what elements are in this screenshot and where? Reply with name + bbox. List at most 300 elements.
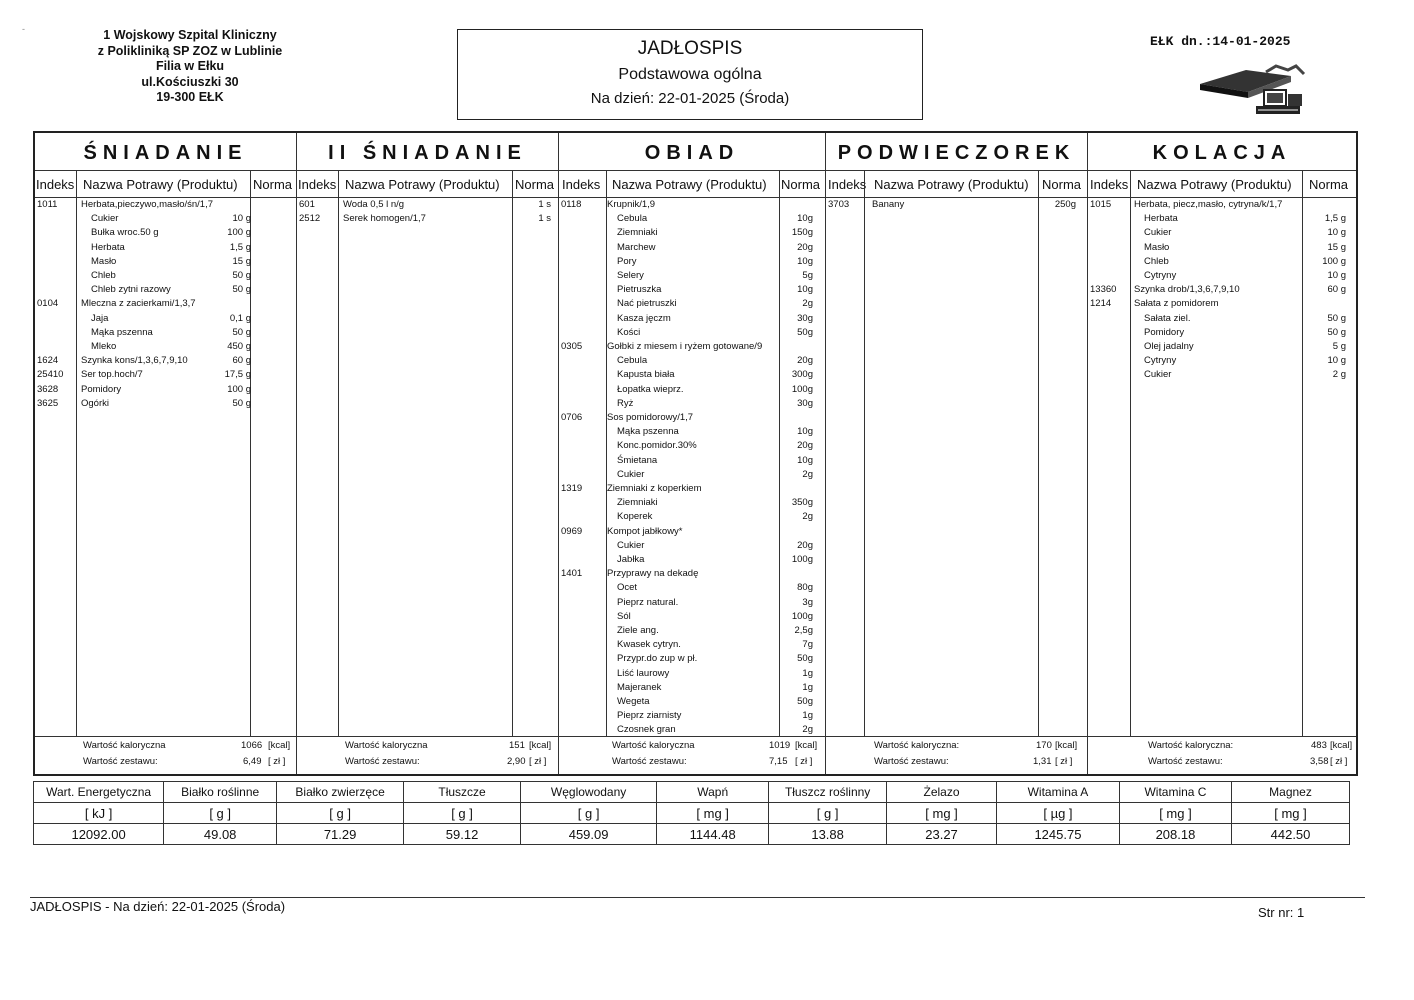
item-norm: 1g (802, 667, 813, 679)
meal-column-podwieczorek (826, 133, 1088, 774)
column-header (826, 171, 1087, 198)
cost-label: Wartość zestawu: (83, 756, 158, 767)
cost-label: Wartość zestawu: (612, 756, 687, 767)
dish-row (559, 483, 825, 497)
item-name: Herbata (1144, 213, 1178, 225)
meal-title: II ŚNIADANIE (297, 133, 558, 171)
item-norm: 50 g (1327, 312, 1346, 324)
item-norm: 15 g (232, 255, 251, 267)
ingredient-row (559, 639, 825, 653)
ingredient-row (35, 327, 296, 341)
item-name: Pomidory (81, 383, 122, 395)
item-name: Chleb (91, 270, 116, 281)
ingredient-row (559, 597, 825, 611)
ingredient-row (559, 611, 825, 625)
nutrition-name: Żelazo (887, 782, 997, 803)
nutrition-table (33, 781, 1350, 845)
kcal-unit: [kcal] (529, 740, 552, 751)
item-name: Woda 0,5 l n/g (343, 199, 405, 210)
ingredient-row (559, 227, 825, 241)
item-norm: 450 g (227, 341, 251, 352)
ingredient-row (559, 242, 825, 256)
ingredient-row (559, 440, 825, 454)
item-name: Serek homogen/1,7 (343, 213, 426, 225)
ingredient-row (559, 696, 825, 710)
cost-value: 3,58 (1310, 756, 1329, 767)
ingredient-row (1088, 327, 1356, 341)
item-norm: 2 g (1332, 369, 1346, 381)
item-norm: 350g (791, 497, 813, 509)
ingredient-row (559, 625, 825, 639)
item-norm: 250g (1054, 199, 1076, 210)
dish-row (559, 568, 825, 582)
item-norm: 10g (797, 213, 813, 225)
item-name: Masło (91, 255, 117, 267)
nutrition-value: 1144.48 (657, 824, 769, 845)
item-name: Herbata,pieczywo,masło/śn/1,7 (81, 199, 214, 210)
nutrition-name: Węglowodany (521, 782, 657, 803)
cost-unit: [ zł ] (795, 756, 813, 767)
item-norm: 2g (802, 298, 813, 310)
item-norm: 100 g (227, 227, 251, 239)
item-norm: 60 g (232, 355, 251, 367)
cost-unit: [ zł ] (1055, 756, 1073, 767)
item-norm: 60 g (1327, 284, 1346, 296)
item-norm: 30g (797, 312, 813, 324)
kcal-label: Wartość kaloryczna (345, 740, 428, 751)
nutrition-unit: [ g ] (164, 803, 277, 824)
dish-row (559, 199, 825, 213)
item-name: Przypr.do zup w pł. (617, 653, 698, 665)
ingredient-row (559, 284, 825, 298)
header-name: Nazwa Potrawy (Produktu) (874, 177, 1029, 192)
header-index: Indeks (298, 177, 337, 192)
item-norm: 50g (797, 653, 813, 665)
ingredient-row (559, 540, 825, 554)
footer-title: JADŁOSPIS - Na dzień: 22-01-2025 (Środa) (30, 899, 286, 914)
nutrition-value: 459.09 (521, 824, 657, 845)
item-name: Krupnik/1,9 (607, 199, 656, 210)
ingredient-row (1088, 341, 1356, 355)
item-name: Pieprz natural. (617, 596, 679, 608)
nutrition-unit: [ kJ ] (34, 803, 164, 824)
item-name: Cukier (1144, 369, 1172, 381)
kcal-unit: [kcal] (268, 740, 291, 751)
item-name: Mleko (91, 341, 117, 352)
hospital-line: 19-300 EŁK (156, 90, 224, 104)
item-name: Cytryny (1144, 270, 1177, 281)
nutrition-name: Witamina C (1119, 782, 1231, 803)
cost-unit: [ zł ] (1330, 756, 1348, 767)
item-name: Cytryny (1144, 355, 1177, 367)
item-name: Sałata z pomidorem (1134, 298, 1219, 310)
item-index: 3703 (828, 199, 850, 210)
item-norm: 10 g (1327, 355, 1346, 367)
item-name: Cebula (617, 355, 648, 367)
item-index: 3628 (37, 383, 59, 395)
item-norm: 2,5g (794, 625, 813, 636)
meal-title: OBIAD (559, 133, 825, 171)
dish-row (297, 213, 558, 227)
dish-row (35, 199, 296, 213)
footer-divider (30, 897, 1365, 898)
dish-row (559, 526, 825, 540)
item-name: Nać pietruszki (617, 298, 677, 310)
item-norm: 20g (797, 440, 813, 452)
ingredient-row (1088, 355, 1356, 369)
item-name: Jabłka (617, 554, 645, 565)
title-box (457, 29, 923, 120)
item-name: Sól (617, 610, 631, 622)
header-name: Nazwa Potrawy (Produktu) (83, 177, 238, 192)
nutrition-name: Wapń (657, 782, 769, 803)
ingredient-row (1088, 313, 1356, 327)
header-index: Indeks (828, 177, 867, 192)
item-norm: 10 g (232, 213, 251, 225)
column-header (1088, 171, 1356, 198)
item-name: Olej jadalny (1144, 341, 1194, 352)
item-name: Sos pomidorowy/1,7 (607, 412, 694, 423)
ingredient-row (35, 270, 296, 284)
item-norm: 150g (791, 227, 813, 239)
ingredient-row (35, 284, 296, 298)
item-name: Cukier (617, 539, 645, 551)
nutrition-unit: [ g ] (521, 803, 657, 824)
meal-totals (559, 736, 825, 775)
header-name: Nazwa Potrawy (Produktu) (345, 177, 500, 192)
item-name: Mleczna z zacierkami/1,3,7 (81, 298, 196, 310)
header-norm: Norma (781, 177, 821, 192)
ingredient-row (35, 313, 296, 327)
header-name: Nazwa Potrawy (Produktu) (612, 177, 767, 192)
item-name: Cukier (1144, 227, 1172, 239)
item-index: 2512 (299, 213, 321, 225)
print-date: EŁK dn.:14-01-2025 (1150, 34, 1291, 49)
kcal-value: 1066 (241, 740, 263, 751)
item-norm: 3g (802, 596, 813, 608)
nutrition-unit: [ g ] (404, 803, 521, 824)
item-norm: 7g (802, 639, 813, 651)
ingredient-row (559, 469, 825, 483)
header-index: Indeks (562, 177, 601, 192)
meal-title: PODWIECZOREK (826, 133, 1087, 171)
item-norm: 10g (797, 284, 813, 296)
hospital-line: z Polikliniką SP ZOZ w Lublinie (97, 43, 283, 58)
item-norm: 30g (797, 397, 813, 409)
item-norm: 50 g (232, 397, 251, 409)
ingredient-row (559, 554, 825, 568)
item-index: 3625 (37, 397, 59, 409)
item-index: 0104 (37, 298, 59, 310)
item-index: 0118 (561, 199, 582, 210)
nutrition-unit: [ mg ] (657, 803, 769, 824)
dish-row (297, 199, 558, 213)
item-name: Ryż (617, 397, 634, 409)
cost-label: Wartość zestawu: (1148, 756, 1223, 767)
item-name: Wegeta (617, 696, 650, 707)
ingredient-row (35, 341, 296, 355)
nutrition-unit: [ g ] (769, 803, 887, 824)
nutrition-value: 23.27 (887, 824, 997, 845)
item-name: Ocet (617, 582, 638, 594)
ingredient-row (559, 355, 825, 369)
ingredient-row (559, 497, 825, 511)
item-norm: 1g (802, 681, 813, 693)
ingredient-row (1088, 242, 1356, 256)
item-name: Kości (617, 326, 641, 338)
item-norm: 17,5 g (224, 369, 251, 381)
kcal-unit: [kcal] (1055, 740, 1078, 751)
cost-value: 2,90 (507, 756, 526, 767)
item-norm: 100g (791, 554, 813, 565)
meal-totals (297, 736, 558, 775)
item-name: Selery (617, 270, 644, 281)
item-norm: 10g (797, 255, 813, 267)
nutrition-value: 442.50 (1232, 824, 1350, 845)
ingredient-row (559, 398, 825, 412)
ingredient-row (559, 682, 825, 696)
cost-label: Wartość zestawu: (874, 756, 949, 767)
item-name: Cebula (617, 213, 648, 225)
header-norm: Norma (515, 177, 555, 192)
item-index: 1214 (1090, 298, 1112, 310)
header-norm: Norma (1309, 177, 1349, 192)
ingredient-row (35, 227, 296, 241)
meal-column-ii-sniadanie (297, 133, 559, 774)
nutrition-unit: [ mg ] (1119, 803, 1231, 824)
item-name: Kwasek cytryn. (617, 639, 681, 651)
item-name: Kompot jabłkowy* (607, 525, 683, 537)
dish-row (35, 355, 296, 369)
item-name: Pory (617, 255, 637, 267)
ingredient-row (559, 511, 825, 525)
item-norm: 1,5 g (1324, 213, 1346, 225)
item-norm: 10 g (1327, 270, 1346, 281)
ingredient-row (559, 653, 825, 667)
nutrition-name: Tłuszcz roślinny (769, 782, 887, 803)
ingredient-row (559, 455, 825, 469)
hospital-line: ul.Kościuszki 30 (141, 74, 239, 89)
ingredient-row (35, 256, 296, 270)
item-name: Czosnek gran (617, 724, 676, 736)
item-norm: 50 g (232, 270, 251, 281)
item-name: Pietruszka (617, 284, 662, 296)
item-norm: 20g (797, 539, 813, 551)
nutrition-unit: [ g ] (277, 803, 404, 824)
item-name: Chleb zytni razowy (91, 284, 171, 296)
item-norm: 2g (802, 468, 813, 480)
item-name: Śmietana (617, 454, 658, 466)
cost-unit: [ zł ] (529, 756, 547, 767)
ingredient-row (559, 298, 825, 312)
item-norm: 100g (791, 610, 813, 622)
item-norm: 1,5 g (229, 241, 251, 253)
cost-value: 7,15 (769, 756, 788, 767)
ingredient-row (1088, 256, 1356, 270)
item-norm: 15 g (1327, 241, 1346, 253)
kcal-unit: [kcal] (795, 740, 818, 751)
cost-label: Wartość zestawu: (345, 756, 420, 767)
header-name: Nazwa Potrawy (Produktu) (1137, 177, 1292, 192)
meal-title: KOLACJA (1088, 133, 1356, 171)
nutrition-name: Magnez (1232, 782, 1350, 803)
item-name: Ziemniaki z koperkiem (607, 483, 702, 494)
cost-value: 1,31 (1033, 756, 1052, 767)
item-name: Kapusta biała (617, 369, 675, 381)
item-name: Ziemniaki (617, 497, 658, 509)
dish-row (826, 199, 1087, 213)
item-norm: 20g (797, 355, 813, 367)
corner-mark: - (22, 24, 25, 34)
item-index: 1015 (1090, 199, 1112, 210)
ingredient-row (1088, 213, 1356, 227)
nutrition-name: Tłuszcze (404, 782, 521, 803)
item-norm: 1g (802, 710, 813, 722)
item-norm: 2g (802, 724, 813, 736)
header-index: Indeks (1090, 177, 1129, 192)
nutrition-names-row (34, 782, 1350, 803)
dish-row (35, 369, 296, 383)
item-name: Jaja (91, 312, 109, 324)
kcal-label: Wartość kaloryczna: (874, 740, 960, 751)
nutrition-unit: [ mg ] (887, 803, 997, 824)
ingredient-row (559, 327, 825, 341)
item-norm: 5 g (1332, 341, 1346, 352)
kcal-value: 483 (1311, 740, 1327, 751)
nutrition-unit: [ mg ] (1232, 803, 1350, 824)
ingredient-row (35, 242, 296, 256)
hospital-address (60, 28, 320, 106)
page-title: JADŁOSPIS (637, 38, 743, 59)
item-index: 1401 (561, 568, 583, 580)
item-norm: 2g (802, 511, 813, 523)
item-index: 1011 (37, 199, 58, 210)
item-name: Cukier (617, 468, 645, 480)
nutrition-value: 71.29 (277, 824, 404, 845)
item-norm: 20g (797, 241, 813, 253)
item-name: Sałata ziel. (1144, 312, 1191, 324)
nutrition-values-row (34, 824, 1350, 845)
item-name: Gołbki z miesem i ryżem gotowane/9 (607, 341, 763, 352)
item-name: Pieprz ziarnisty (617, 710, 682, 722)
item-norm: 80g (797, 582, 813, 594)
item-norm: 50 g (232, 284, 251, 296)
dish-row (1088, 199, 1356, 213)
ingredient-row (1088, 227, 1356, 241)
column-header (559, 171, 825, 198)
item-name: Łopatka wieprz. (617, 383, 684, 395)
item-name: Majeranek (617, 681, 662, 693)
item-norm: 1 s (538, 199, 551, 210)
item-norm: 50g (797, 696, 813, 707)
ingredient-row (559, 256, 825, 270)
item-name: Ziemniaki (617, 227, 658, 239)
dish-row (35, 298, 296, 312)
nutrition-value: 208.18 (1119, 824, 1231, 845)
item-index: 1319 (561, 483, 583, 494)
page-number: Str nr: 1 (1258, 905, 1305, 920)
meal-totals (1088, 736, 1356, 775)
item-norm: 10g (797, 454, 813, 466)
item-name: Mąka pszenna (617, 426, 679, 438)
column-header (297, 171, 558, 198)
item-name: Mąka pszenna (91, 326, 153, 338)
kcal-label: Wartość kaloryczna: (1148, 740, 1234, 751)
item-norm: 300g (791, 369, 813, 381)
item-norm: 10 g (1327, 227, 1346, 239)
nutrition-name: Witamina A (996, 782, 1119, 803)
item-index: 25410 (37, 369, 64, 381)
ingredient-row (559, 213, 825, 227)
kcal-unit: [kcal] (1330, 740, 1353, 751)
kcal-value: 1019 (769, 740, 791, 751)
nutrition-value: 49.08 (164, 824, 277, 845)
nutrition-value: 13.88 (769, 824, 887, 845)
ingredient-row (35, 213, 296, 227)
ingredient-row (559, 384, 825, 398)
item-name: Przyprawy na dekadę (607, 568, 699, 580)
nutrition-name: Wart. Energetyczna (34, 782, 164, 803)
item-name: Ogórki (81, 397, 109, 409)
item-name: Ziele ang. (617, 625, 659, 636)
item-norm: 50g (797, 326, 813, 338)
cost-value: 6,49 (243, 756, 262, 767)
header-norm: Norma (253, 177, 293, 192)
kcal-value: 170 (1036, 740, 1052, 751)
item-index: 0969 (561, 525, 583, 537)
meal-title: ŚNIADANIE (35, 133, 296, 171)
ingredient-row (559, 710, 825, 724)
nutrition-unit: [ µg ] (996, 803, 1119, 824)
kcal-label: Wartość kaloryczna (83, 740, 166, 751)
ingredient-row (559, 270, 825, 284)
hospital-line: Filia w Ełku (155, 59, 225, 73)
dish-row (1088, 298, 1356, 312)
ingredient-row (559, 668, 825, 682)
item-index: 0305 (561, 341, 583, 352)
item-name: Chleb (1144, 255, 1169, 267)
item-name: Kasza jęczm (617, 312, 671, 324)
nutrition-value: 1245.75 (996, 824, 1119, 845)
meal-totals (35, 736, 296, 775)
dish-row (35, 398, 296, 412)
kcal-label: Wartość kaloryczna (612, 740, 695, 751)
item-index: 1624 (37, 355, 59, 367)
ingredient-row (559, 426, 825, 440)
header-index: Indeks (36, 177, 75, 192)
ingredient-row (559, 582, 825, 596)
item-name: Szynka drob/1,3,6,7,9,10 (1134, 284, 1240, 296)
item-name: Koperek (617, 511, 653, 523)
item-name: Masło (1144, 241, 1170, 253)
item-norm: 50 g (1327, 326, 1346, 338)
menu-date: Na dzień: 22-01-2025 (Środa) (590, 90, 790, 107)
meal-column-kolacja (1088, 133, 1356, 774)
item-index: 0706 (561, 412, 583, 423)
item-norm: 0,1 g (229, 312, 251, 324)
nutrition-name: Białko roślinne (164, 782, 277, 803)
dish-row (35, 384, 296, 398)
item-name: Marchew (617, 241, 656, 253)
meal-totals (826, 736, 1087, 775)
item-index: 601 (299, 199, 315, 210)
ingredient-row (559, 369, 825, 383)
header-norm: Norma (1042, 177, 1082, 192)
dish-row (559, 341, 825, 355)
nutrition-value: 59.12 (404, 824, 521, 845)
dish-row (1088, 284, 1356, 298)
item-name: Konc.pomidor.30% (617, 440, 697, 452)
